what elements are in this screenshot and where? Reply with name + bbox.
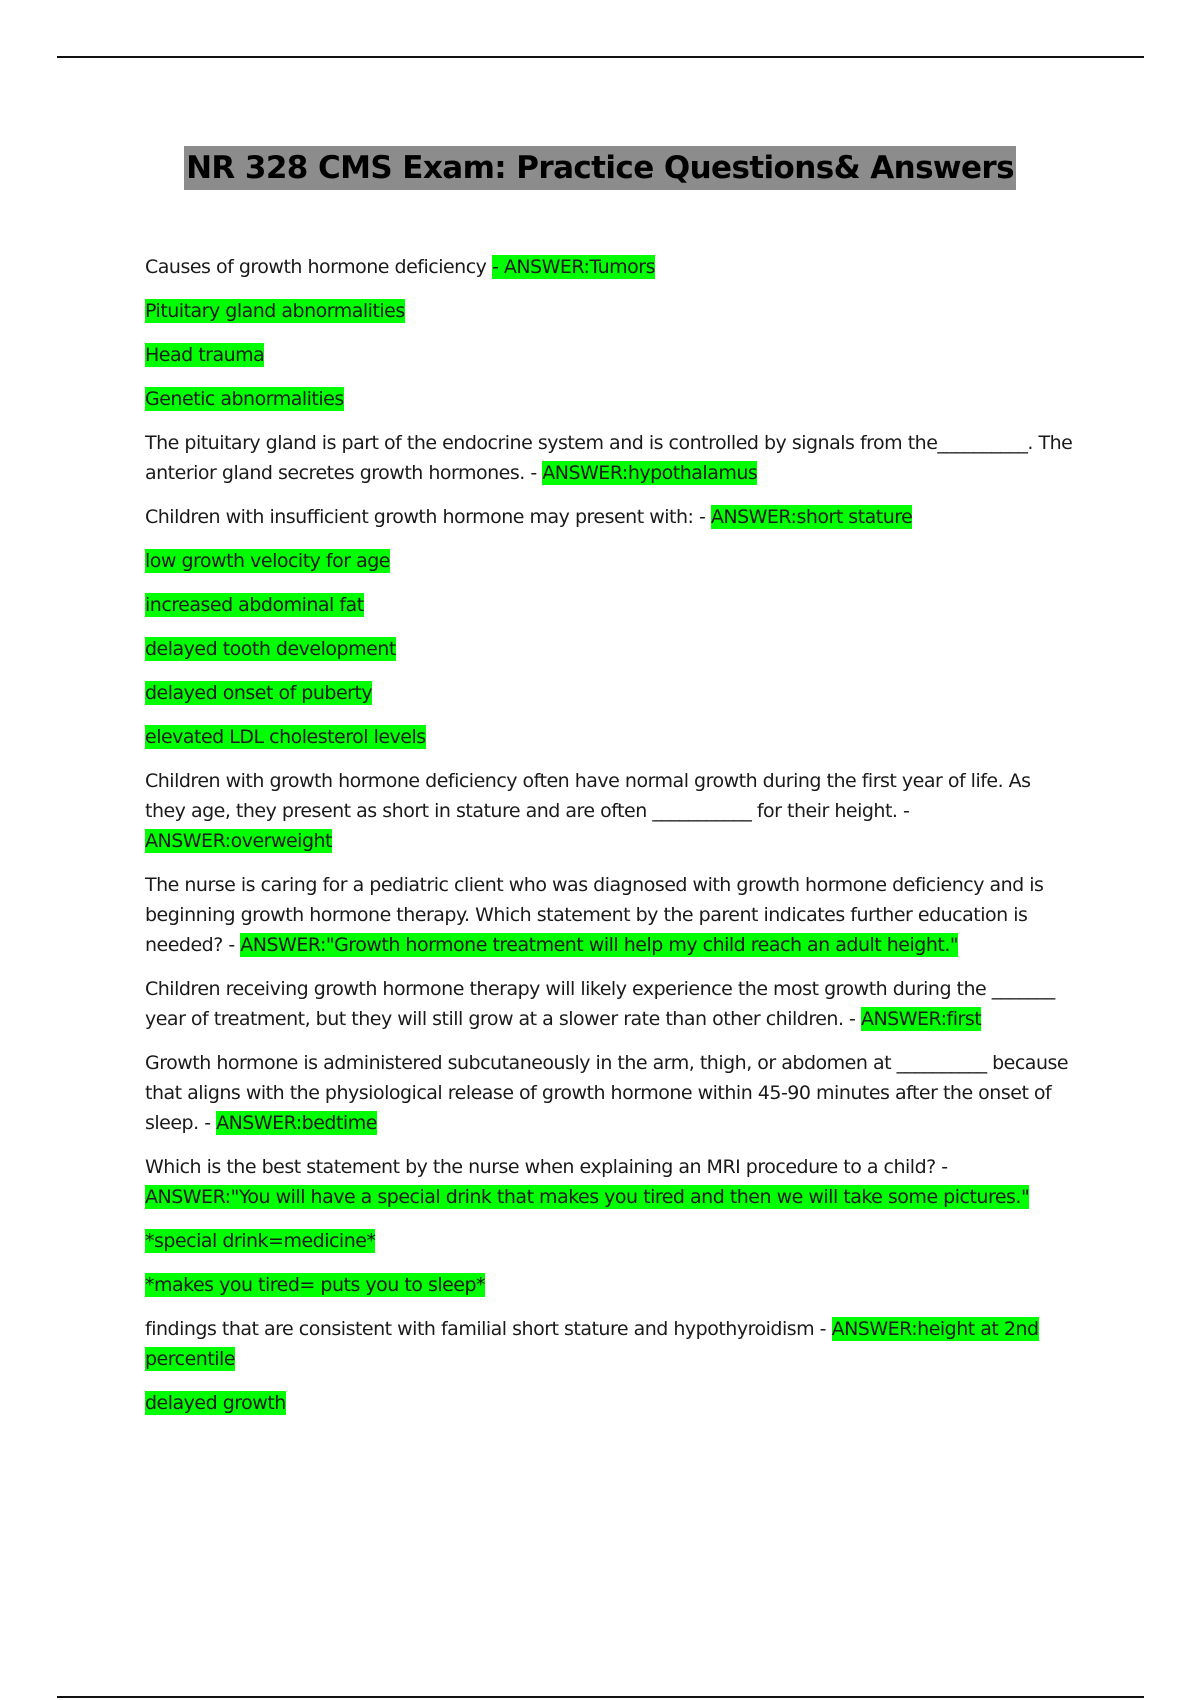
- qa-item: [145, 546, 1075, 576]
- answer-highlight: *special drink=medicine*: [145, 1230, 376, 1252]
- qa-item: [145, 296, 1075, 326]
- qa-item: [145, 678, 1075, 708]
- answer-highlight: increased abdominal fat: [145, 594, 364, 616]
- qa-item: [145, 1152, 1075, 1212]
- qa-item: [145, 634, 1075, 664]
- question-text: Children receiving growth hormone therapy will likely experience the most growth during the _______ year of treatment, but they will still grow at a slower rate than other children. -: [145, 978, 1055, 1030]
- answer-highlight: delayed growth: [145, 1392, 286, 1414]
- answer-highlight: low growth velocity for age: [145, 550, 390, 572]
- qa-item: [145, 502, 1075, 532]
- qa-item: [145, 590, 1075, 620]
- qa-item: [145, 384, 1075, 414]
- answer-highlight: ANSWER:"You will have a special drink that makes you tired and then we will take some pictures.": [145, 1186, 1030, 1208]
- answer-highlight: ANSWER:height at 2nd percentile: [145, 1318, 1039, 1370]
- question-text: findings that are consistent with familial short stature and hypothyroidism -: [145, 1318, 832, 1340]
- top-rule: [57, 56, 1144, 58]
- answer-highlight: ANSWER:"Growth hormone treatment will help my child reach an adult height.": [240, 934, 959, 956]
- question-text: Causes of growth hormone deficiency: [145, 256, 492, 278]
- question-text: Which is the best statement by the nurse when explaining an MRI procedure to a child? -: [145, 1156, 948, 1178]
- qa-item: [145, 1314, 1075, 1374]
- document-title: NR 328 CMS Exam: Practice Questions& Answers: [184, 146, 1016, 190]
- answer-highlight: ANSWER:first: [860, 1008, 982, 1030]
- qa-item: [145, 870, 1075, 960]
- answer-highlight: delayed tooth development: [145, 638, 396, 660]
- answer-highlight: Head trauma: [145, 344, 265, 366]
- answer-highlight: elevated LDL cholesterol levels: [145, 726, 426, 748]
- qa-item: [145, 252, 1075, 282]
- answer-highlight: Pituitary gland abnormalities: [145, 300, 405, 322]
- qa-item: [145, 340, 1075, 370]
- question-text: The nurse is caring for a pediatric client who was diagnosed with growth hormone deficiency and is beginning growth hormone therapy. Which statement by the parent indicates further education is needed? -: [145, 874, 1044, 956]
- bottom-rule: [57, 1696, 1144, 1698]
- qa-item: [145, 1388, 1075, 1418]
- answer-highlight: ANSWER:hypothalamus: [542, 462, 758, 484]
- question-text: Growth hormone is administered subcutaneously in the arm, thigh, or abdomen at __________ because that aligns with the physiological release of growth hormone within 45-90 minutes after the onset of sleep. -: [145, 1052, 1069, 1134]
- answer-highlight: ANSWER:overweight: [145, 830, 333, 852]
- answer-highlight: *makes you tired= puts you to sleep*: [145, 1274, 486, 1296]
- qa-item: [145, 1226, 1075, 1256]
- question-text: Children with growth hormone deficiency often have normal growth during the first year of life. As they age, they present as short in stature and are often ___________ for their height. -: [145, 770, 1031, 822]
- qa-item: [145, 974, 1075, 1034]
- qa-item: [145, 766, 1075, 856]
- document-body: [145, 252, 1075, 1432]
- qa-item: [145, 722, 1075, 752]
- qa-item: [145, 1270, 1075, 1300]
- answer-highlight: delayed onset of puberty: [145, 682, 373, 704]
- qa-item: [145, 1048, 1075, 1138]
- answer-highlight: ANSWER:short stature: [710, 506, 913, 528]
- answer-highlight: Genetic abnormalities: [145, 388, 344, 410]
- question-text: The pituitary gland is part of the endocrine system and is controlled by signals from the__________. The anterior gland secretes growth hormones. -: [145, 432, 1073, 484]
- answer-highlight: ANSWER:bedtime: [216, 1112, 377, 1134]
- title-container: [0, 146, 1200, 190]
- question-text: Children with insufficient growth hormone may present with: -: [145, 506, 711, 528]
- answer-highlight: - ANSWER:Tumors: [491, 256, 656, 278]
- qa-item: [145, 428, 1075, 488]
